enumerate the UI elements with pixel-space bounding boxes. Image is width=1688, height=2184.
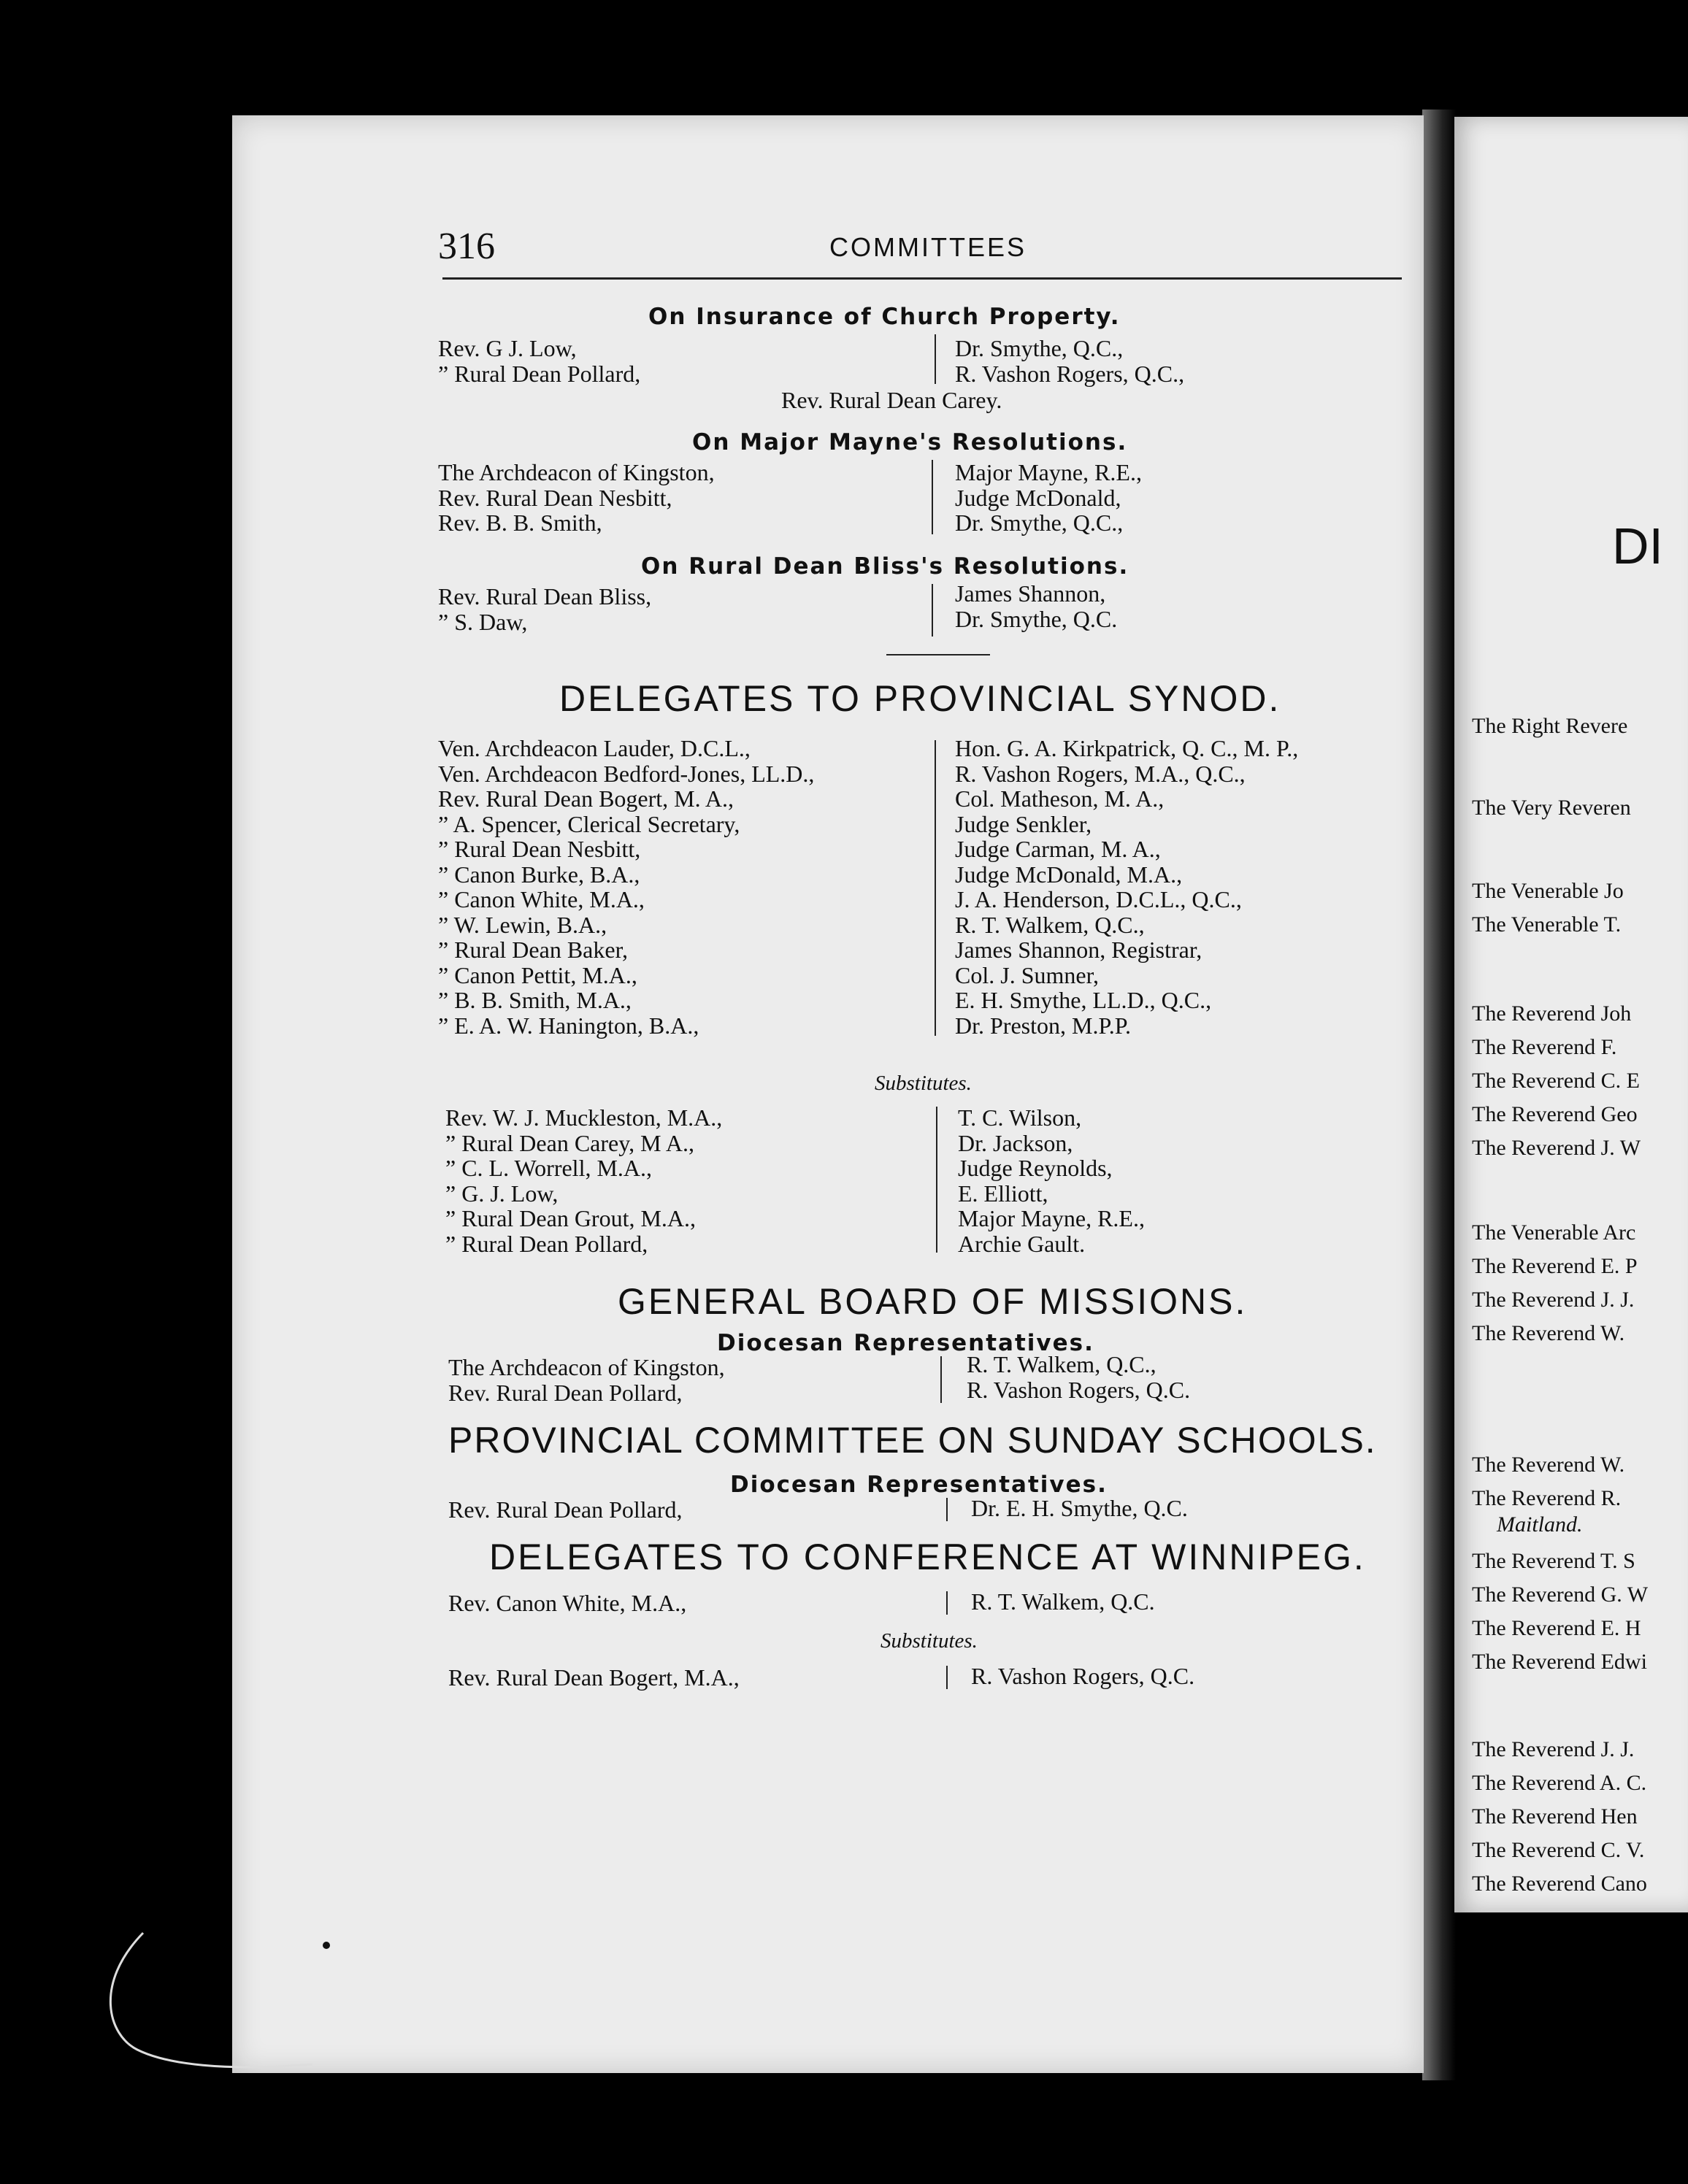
synod-substitutes-right-list	[958, 1105, 1145, 1256]
right-page-line: The Reverend Edwi	[1472, 1650, 1647, 1674]
right-page-line: The Reverend F.	[1472, 1035, 1617, 1059]
column-divider	[946, 1498, 948, 1521]
list-item: ” Rural Dean Carey, M A.,	[445, 1129, 694, 1156]
bliss-left-list	[438, 584, 651, 634]
right-page-line: The Reverend J. J.	[1472, 1288, 1635, 1312]
right-page-line: The Reverend Hen	[1472, 1804, 1638, 1829]
right-page-line: The Reverend T. S	[1472, 1549, 1635, 1573]
list-item: Major Mayne, R.E.,	[958, 1205, 1145, 1231]
column-divider	[935, 334, 936, 384]
list-item: Dr. Preston, M.P.P.	[955, 1012, 1131, 1039]
right-page-line: The Reverend W.	[1472, 1321, 1625, 1345]
list-item: Judge McDonald,	[955, 484, 1121, 511]
list-item: ” W. Lewin, B.A.,	[438, 911, 607, 938]
column-divider	[935, 740, 936, 1036]
list-item: ” A. Spencer, Clerical Secretary,	[438, 810, 740, 837]
book-gutter	[1422, 109, 1456, 2080]
right-page-line: The Reverend E. P	[1472, 1254, 1638, 1278]
list-item: ” Rural Dean Nesbitt,	[438, 836, 641, 862]
right-page-line: The Reverend R.	[1472, 1486, 1622, 1510]
synod-right-list	[955, 736, 1298, 1038]
right-page-line: The Venerable Jo	[1472, 879, 1624, 903]
missions-right-list	[967, 1352, 1190, 1402]
right-page-line: The Venerable T.	[1472, 912, 1622, 937]
list-item: T. C. Wilson,	[958, 1104, 1082, 1131]
list-item: Rev. Rural Dean Bliss,	[438, 583, 652, 610]
list-item: ” Rural Dean Pollard,	[438, 360, 641, 387]
column-divider	[946, 1591, 948, 1615]
winnipeg-substitute-right: R. Vashon Rogers, Q.C.	[971, 1663, 1195, 1689]
list-item: Rev. B. B. Smith,	[438, 510, 602, 536]
insurance-heading: On Insurance of Church Property.	[648, 304, 1121, 330]
list-item: ” E. A. W. Hanington, B.A.,	[438, 1012, 699, 1039]
list-item: Ven. Archdeacon Bedford-Jones, LL.D.,	[438, 760, 815, 787]
list-item: R. Vashon Rogers, Q.C.	[967, 1376, 1191, 1403]
list-item: Col. Matheson, M. A.,	[955, 785, 1165, 812]
right-page-line: The Reverend Joh	[1472, 1001, 1632, 1026]
right-page-line: The Venerable Arc	[1472, 1220, 1636, 1245]
right-page-line: The Reverend C. V.	[1472, 1838, 1645, 1862]
insurance-left-list	[438, 336, 640, 386]
thread-artifact	[50, 1794, 488, 2086]
list-item: Dr. Smythe, Q.C.,	[955, 335, 1124, 361]
list-item: The Archdeacon of Kingston,	[448, 1354, 725, 1380]
right-page-line: The Reverend J. J.	[1472, 1737, 1635, 1761]
list-item: E. Elliott,	[958, 1180, 1048, 1207]
bliss-right-list	[955, 581, 1117, 631]
winnipeg-substitute-left: Rev. Rural Dean Bogert, M.A.,	[448, 1664, 740, 1691]
header-rule	[442, 277, 1402, 280]
list-item: Ven. Archdeacon Lauder, D.C.L.,	[438, 735, 751, 761]
list-item: ” Rural Dean Pollard,	[445, 1230, 648, 1257]
missions-subheading: Diocesan Representatives.	[717, 1330, 1094, 1356]
page-number: 316	[438, 226, 495, 267]
insurance-right-list	[955, 336, 1184, 386]
bliss-heading: On Rural Dean Bliss's Resolutions.	[641, 553, 1129, 580]
right-page-line: Maitland.	[1497, 1512, 1583, 1537]
sunday-schools-right-member: Dr. E. H. Smythe, Q.C.	[971, 1495, 1188, 1521]
list-item: Rev. W. J. Muckleston, M.A.,	[445, 1104, 723, 1131]
list-item: Judge McDonald, M.A.,	[955, 861, 1183, 888]
column-divider	[940, 1356, 942, 1403]
winnipeg-substitutes-label: Substitutes.	[881, 1629, 978, 1653]
list-item: ” Canon Pettit, M.A.,	[438, 961, 637, 988]
winnipeg-left-member: Rev. Canon White, M.A.,	[448, 1590, 687, 1616]
sunday-schools-subheading: Diocesan Representatives.	[730, 1472, 1108, 1498]
right-page	[1454, 117, 1688, 1912]
list-item: Judge Senkler,	[955, 810, 1092, 837]
list-item: ” Rural Dean Grout, M.A.,	[445, 1205, 697, 1231]
right-page-line: The Reverend Geo	[1472, 1102, 1638, 1126]
right-page-line: The Reverend Cano	[1472, 1872, 1647, 1896]
list-item: R. Vashon Rogers, M.A., Q.C.,	[955, 760, 1246, 787]
mayne-heading: On Major Mayne's Resolutions.	[692, 429, 1128, 455]
right-page-line: The Reverend C. E	[1472, 1069, 1640, 1093]
running-head: COMMITTEES	[829, 232, 1027, 262]
missions-left-list	[448, 1355, 725, 1405]
list-item: ” C. L. Worrell, M.A.,	[445, 1155, 653, 1181]
list-item: ” Canon White, M.A.,	[438, 886, 645, 912]
column-divider	[946, 1666, 948, 1689]
synod-substitutes-label: Substitutes.	[875, 1072, 972, 1095]
right-page-line: The Reverend G. W	[1472, 1583, 1649, 1607]
list-item: The Archdeacon of Kingston,	[438, 459, 715, 485]
list-item: Rev. Rural Dean Bogert, M. A.,	[438, 785, 734, 812]
synod-left-list	[438, 736, 814, 1038]
list-item: E. H. Smythe, LL.D., Q.C.,	[955, 987, 1212, 1013]
list-item: Rev. Rural Dean Nesbitt,	[438, 484, 672, 511]
right-page-line: The Reverend E. H	[1472, 1616, 1641, 1640]
list-item: R. T. Walkem, Q.C.,	[955, 911, 1145, 938]
list-item: ” Rural Dean Baker,	[438, 937, 628, 963]
mayne-right-list	[955, 460, 1142, 536]
list-item: J. A. Henderson, D.C.L., Q.C.,	[955, 886, 1242, 912]
ink-dot	[323, 1942, 330, 1949]
list-item: Rev. G J. Low,	[438, 335, 577, 361]
missions-heading: GENERAL BOARD OF MISSIONS.	[618, 1281, 1248, 1322]
insurance-centered-member: Rev. Rural Dean Carey.	[781, 387, 1002, 413]
sunday-schools-left-member: Rev. Rural Dean Pollard,	[448, 1496, 683, 1523]
synod-substitutes-left-list	[445, 1105, 722, 1256]
list-item: Dr. Smythe, Q.C.	[955, 605, 1118, 632]
column-divider	[936, 1107, 937, 1253]
winnipeg-heading: DELEGATES TO CONFERENCE AT WINNIPEG.	[489, 1537, 1366, 1577]
list-item: Dr. Jackson,	[958, 1129, 1073, 1156]
mayne-left-list	[438, 460, 715, 536]
left-page	[232, 115, 1424, 2073]
column-divider	[932, 460, 933, 534]
list-item: ” Canon Burke, B.A.,	[438, 861, 640, 888]
list-item: ” G. J. Low,	[445, 1180, 559, 1207]
winnipeg-right-member: R. T. Walkem, Q.C.	[971, 1588, 1155, 1615]
list-item: Dr. Smythe, Q.C.,	[955, 510, 1124, 536]
list-item: Rev. Rural Dean Pollard,	[448, 1379, 683, 1406]
list-item: Archie Gault.	[958, 1230, 1086, 1257]
list-item: R. T. Walkem, Q.C.,	[967, 1351, 1156, 1377]
right-page-line: The Reverend W.	[1472, 1453, 1625, 1477]
list-item: Judge Carman, M. A.,	[955, 836, 1161, 862]
list-item: Col. J. Sumner,	[955, 961, 1099, 988]
section-rule	[886, 654, 990, 655]
list-item: ” S. Daw,	[438, 608, 528, 635]
list-item: R. Vashon Rogers, Q.C.,	[955, 360, 1185, 387]
list-item: Judge Reynolds,	[958, 1155, 1113, 1181]
right-page-line: The Right Revere	[1472, 714, 1628, 738]
right-page-line: The Reverend J. W	[1472, 1136, 1641, 1160]
list-item: Hon. G. A. Kirkpatrick, Q. C., M. P.,	[955, 735, 1299, 761]
list-item: Major Mayne, R.E.,	[955, 459, 1142, 485]
right-page-line: The Very Reveren	[1472, 796, 1631, 820]
synod-heading: DELEGATES TO PROVINCIAL SYNOD.	[559, 678, 1281, 719]
column-divider	[932, 584, 933, 637]
right-page-line: The Reverend A. C.	[1472, 1771, 1647, 1795]
list-item: James Shannon, Registrar,	[955, 937, 1202, 963]
sunday-schools-heading: PROVINCIAL COMMITTEE ON SUNDAY SCHOOLS.	[448, 1420, 1377, 1461]
list-item: James Shannon,	[955, 580, 1106, 607]
right-page-heading: DI	[1612, 518, 1663, 574]
list-item: ” B. B. Smith, M.A.,	[438, 987, 632, 1013]
